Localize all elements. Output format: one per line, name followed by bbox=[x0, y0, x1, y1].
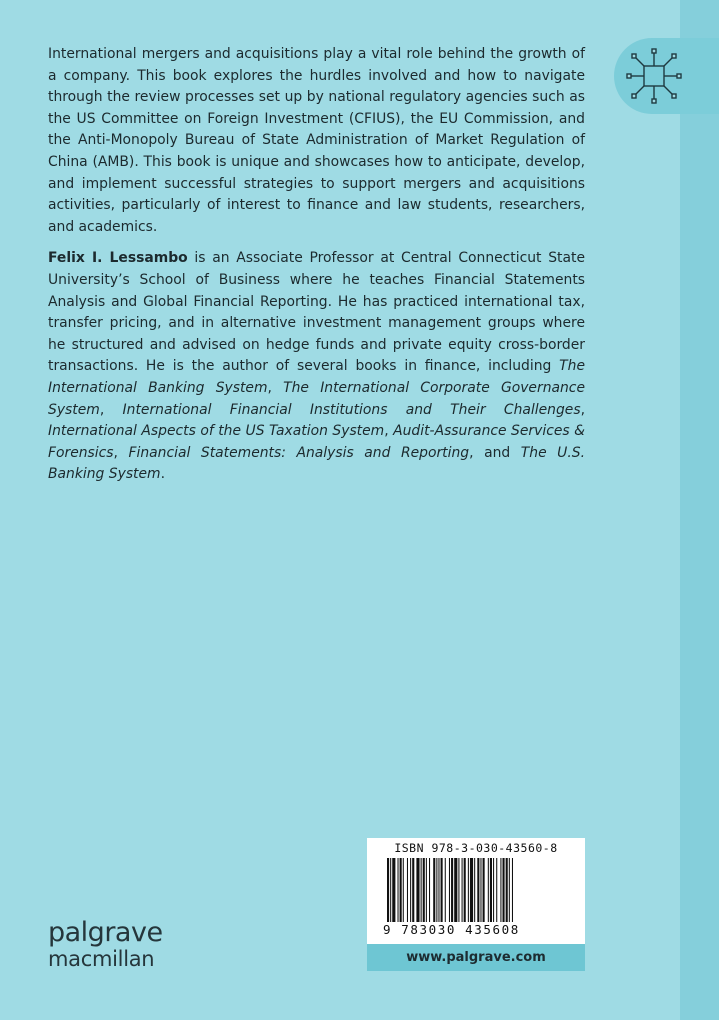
barcode-bar bbox=[410, 858, 411, 922]
barcode-bar bbox=[392, 858, 395, 922]
isbn-label: ISBN 978-3-030-43560-8 bbox=[394, 841, 558, 855]
barcode-bar bbox=[493, 858, 494, 922]
description-paragraph: International mergers and acquisitions play a vital role behind the growth of a company. This book explores the hurdles involved and how to navigate through the review processes set up by national regulatory agencies such as the US Committee on Foreign Investment (CFIUS), the EU Commission, and the Anti-Monopoly Bureau of State Administration of Market Regulation of China (AMB). This book is unique and showcases how to anticipate, develop, and implement successful strategies to support mergers and acquisitions activities, particularly of interest to finance and law students, researchers, and academics. bbox=[48, 46, 585, 235]
barcode-bar bbox=[441, 858, 443, 922]
barcode-bar bbox=[488, 858, 489, 922]
barcode-bar bbox=[477, 858, 479, 922]
author-name: Felix I. Lessambo bbox=[48, 250, 188, 267]
barcode-bar bbox=[500, 858, 501, 922]
separator: , bbox=[267, 379, 284, 396]
barcode-bar bbox=[454, 858, 457, 922]
barcode-bar bbox=[503, 858, 505, 922]
book-title: Financial Statements: Analysis and Reporting bbox=[128, 444, 470, 461]
publisher-url: www.palgrave.com bbox=[367, 944, 585, 971]
barcode-bar bbox=[509, 858, 510, 922]
barcode-bar bbox=[416, 858, 419, 922]
separator: , bbox=[113, 444, 129, 461]
separator: , bbox=[99, 401, 123, 418]
logo-tab bbox=[614, 38, 719, 114]
barcode-bar bbox=[398, 858, 399, 922]
barcode-bar bbox=[387, 858, 389, 922]
barcode-bar bbox=[470, 858, 473, 922]
separator: , bbox=[384, 423, 394, 440]
author-bio: is an Associate Professor at Central Connecticut State University’s School of Business where he teaches Financial Statements Analysis and Global Financial Reporting. He has practiced international tax, transfer pricing, and in alternative investment management groups where he structured and advised on hedge funds and private equity cross-border transactions. He is the author of several books in finance, including bbox=[48, 250, 585, 375]
isbn-barcode bbox=[367, 838, 585, 944]
barcode-bar bbox=[438, 858, 439, 922]
barcode-bar bbox=[400, 858, 402, 922]
logo-line-2: macmillan bbox=[48, 947, 155, 971]
spine-strip bbox=[680, 0, 719, 1020]
barcode-bars bbox=[383, 858, 573, 924]
barcode-bar bbox=[464, 858, 466, 922]
barcode-bar bbox=[490, 858, 492, 922]
book-title: The International Banking System bbox=[48, 358, 585, 396]
barcode-bar bbox=[423, 858, 425, 922]
barcode-bar bbox=[390, 858, 391, 922]
book-title: International Aspects of the US Taxation System bbox=[48, 423, 385, 440]
palgrave-network-icon bbox=[624, 46, 684, 106]
barcode-bar bbox=[429, 858, 430, 922]
barcode-bar bbox=[407, 858, 408, 922]
barcode-bar bbox=[433, 858, 435, 922]
separator: , and bbox=[469, 444, 521, 461]
barcode-bar bbox=[451, 858, 453, 922]
barcode-bar bbox=[426, 858, 427, 922]
barcode-bar bbox=[468, 858, 469, 922]
barcode-bar bbox=[462, 858, 463, 922]
barcode-bar bbox=[496, 858, 497, 922]
barcode-bar bbox=[458, 858, 459, 922]
barcode-bar bbox=[445, 858, 446, 922]
barcode-bar bbox=[436, 858, 437, 922]
barcode-digits: 9 783030 435608 bbox=[383, 922, 520, 937]
author-paragraph bbox=[48, 248, 585, 486]
barcode-bar bbox=[512, 858, 513, 922]
separator: , bbox=[580, 401, 585, 418]
barcode-bar bbox=[449, 858, 450, 922]
blurb bbox=[48, 44, 585, 496]
barcode-bar bbox=[421, 858, 422, 922]
barcode-bar bbox=[506, 858, 508, 922]
book-title: The International Corporate Governance System bbox=[48, 379, 585, 418]
barcode-bar bbox=[474, 858, 475, 922]
book-title: International Financial Institutions and Their Challenges bbox=[122, 401, 581, 418]
barcode-bar bbox=[483, 858, 485, 922]
barcode-bar bbox=[403, 858, 404, 922]
book-title: Audit-Assurance Services & Forensics bbox=[48, 423, 585, 461]
barcode-bar bbox=[480, 858, 481, 922]
barcode-bar bbox=[412, 858, 414, 922]
book-title: The U.S. Banking System bbox=[48, 444, 585, 483]
separator: . bbox=[160, 466, 166, 483]
logo-line-1: palgrave bbox=[48, 917, 163, 948]
publisher-logo bbox=[48, 919, 163, 971]
